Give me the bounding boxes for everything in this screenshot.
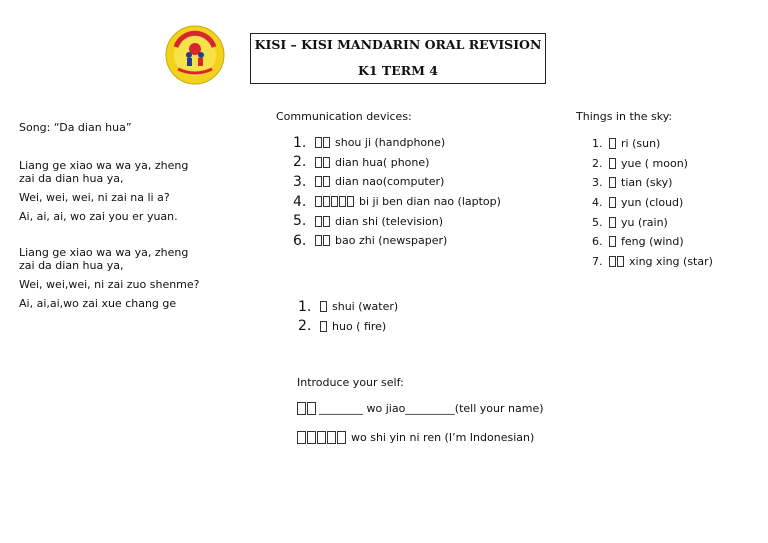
chinese-characters (297, 431, 347, 444)
list-item (293, 133, 501, 153)
list-item (592, 252, 713, 272)
song-heading: Song: “Da dian hua” (19, 121, 132, 134)
chinese-characters (609, 236, 617, 247)
chinese-characters (609, 256, 625, 267)
chinese-characters (609, 138, 617, 149)
chinese-characters (315, 216, 331, 227)
list-item-text: dian shi (television) (335, 214, 444, 228)
list-number: 1. (298, 298, 312, 315)
song-verse1-line2: Wei, wei, wei, ni zai na li a? (19, 191, 170, 204)
list-item (293, 211, 501, 231)
chinese-characters (315, 137, 331, 148)
song-verse2-line3: Ai, ai,ai,wo zai xue chang ge (19, 297, 177, 310)
list-number: 2. (298, 318, 312, 335)
list-item-text: shou ji (handphone) (335, 136, 446, 150)
list-item-text: ri (sun) (621, 137, 661, 151)
list-number: 5. (293, 213, 307, 230)
song-section (19, 121, 209, 310)
chinese-characters (315, 176, 331, 187)
song-verse2-line1: Liang ge xiao wa wa ya, zheng zai da dian hua ya, (19, 246, 189, 272)
list-number: 3. (592, 176, 603, 190)
list-number: 4. (592, 196, 603, 210)
list-item (592, 212, 713, 232)
school-logo (164, 25, 226, 85)
list-item-text: dian hua( phone) (335, 155, 430, 169)
list-item (592, 134, 713, 154)
list-number: 3. (293, 173, 307, 190)
sky-heading: Things in the sky: (576, 110, 673, 123)
devices-heading: Communication devices: (276, 110, 412, 123)
elements-list (298, 297, 398, 336)
chinese-characters (609, 197, 617, 208)
chinese-characters (315, 157, 331, 168)
list-number: 2. (293, 154, 307, 171)
list-item-text: yun (cloud) (621, 196, 684, 210)
song-verse2-line2: Wei, wei,wei, ni zai zuo shenme? (19, 278, 200, 291)
song-verse1-line3: Ai, ai, ai, wo zai you er yuan. (19, 210, 178, 223)
song-verse1-line1: Liang ge xiao wa wa ya, zheng zai da dian hua ya, (19, 159, 189, 185)
list-number: 4. (293, 193, 307, 210)
list-item (298, 297, 398, 317)
list-item (293, 231, 501, 251)
title-line1: KISI – KISI MANDARIN ORAL REVISION (254, 37, 542, 52)
chinese-characters (315, 196, 355, 207)
list-number: 5. (592, 215, 603, 229)
devices-list (293, 133, 501, 251)
list-item-text: huo ( fire) (332, 319, 387, 333)
list-item (592, 232, 713, 252)
intro-line1-text: ________ wo jiao_________(tell your name) (319, 402, 544, 415)
intro-line2-text: wo shi yin ni ren (I’m Indonesian) (351, 431, 535, 444)
list-item (592, 173, 713, 193)
list-item-text: shui (water) (332, 300, 399, 314)
chinese-characters (320, 321, 328, 332)
list-number: 7. (592, 254, 603, 268)
list-item (293, 172, 501, 192)
intro-line1 (297, 402, 544, 415)
chinese-characters (609, 177, 617, 188)
list-item-text: dian nao(computer) (335, 175, 445, 189)
chinese-characters (315, 235, 331, 246)
list-item-text: yue ( moon) (621, 156, 688, 170)
list-item-text: bi ji ben dian nao (laptop) (359, 195, 501, 209)
list-item (592, 193, 713, 213)
list-number: 1. (592, 137, 603, 151)
intro-line2 (297, 431, 534, 444)
list-item (592, 154, 713, 174)
list-item-text: bao zhi (newspaper) (335, 234, 448, 248)
list-number: 6. (592, 235, 603, 249)
list-item (298, 317, 398, 337)
title-line2: K1 TERM 4 (357, 63, 439, 78)
chinese-characters (609, 158, 617, 169)
list-number: 2. (592, 156, 603, 170)
title-box (250, 33, 546, 84)
list-item-text: feng (wind) (621, 235, 684, 249)
chinese-characters (320, 301, 328, 312)
list-number: 1. (293, 134, 307, 151)
list-item (293, 153, 501, 173)
intro-heading: Introduce your self: (297, 376, 404, 389)
list-item-text: xing xing (star) (629, 254, 713, 268)
sky-list (592, 134, 713, 271)
chinese-characters (609, 217, 617, 228)
list-number: 6. (293, 232, 307, 249)
list-item-text: yu (rain) (621, 215, 668, 229)
list-item (293, 192, 501, 212)
list-item-text: tian (sky) (621, 176, 673, 190)
chinese-characters (297, 402, 317, 415)
holy-angels-logo-icon (164, 25, 226, 85)
